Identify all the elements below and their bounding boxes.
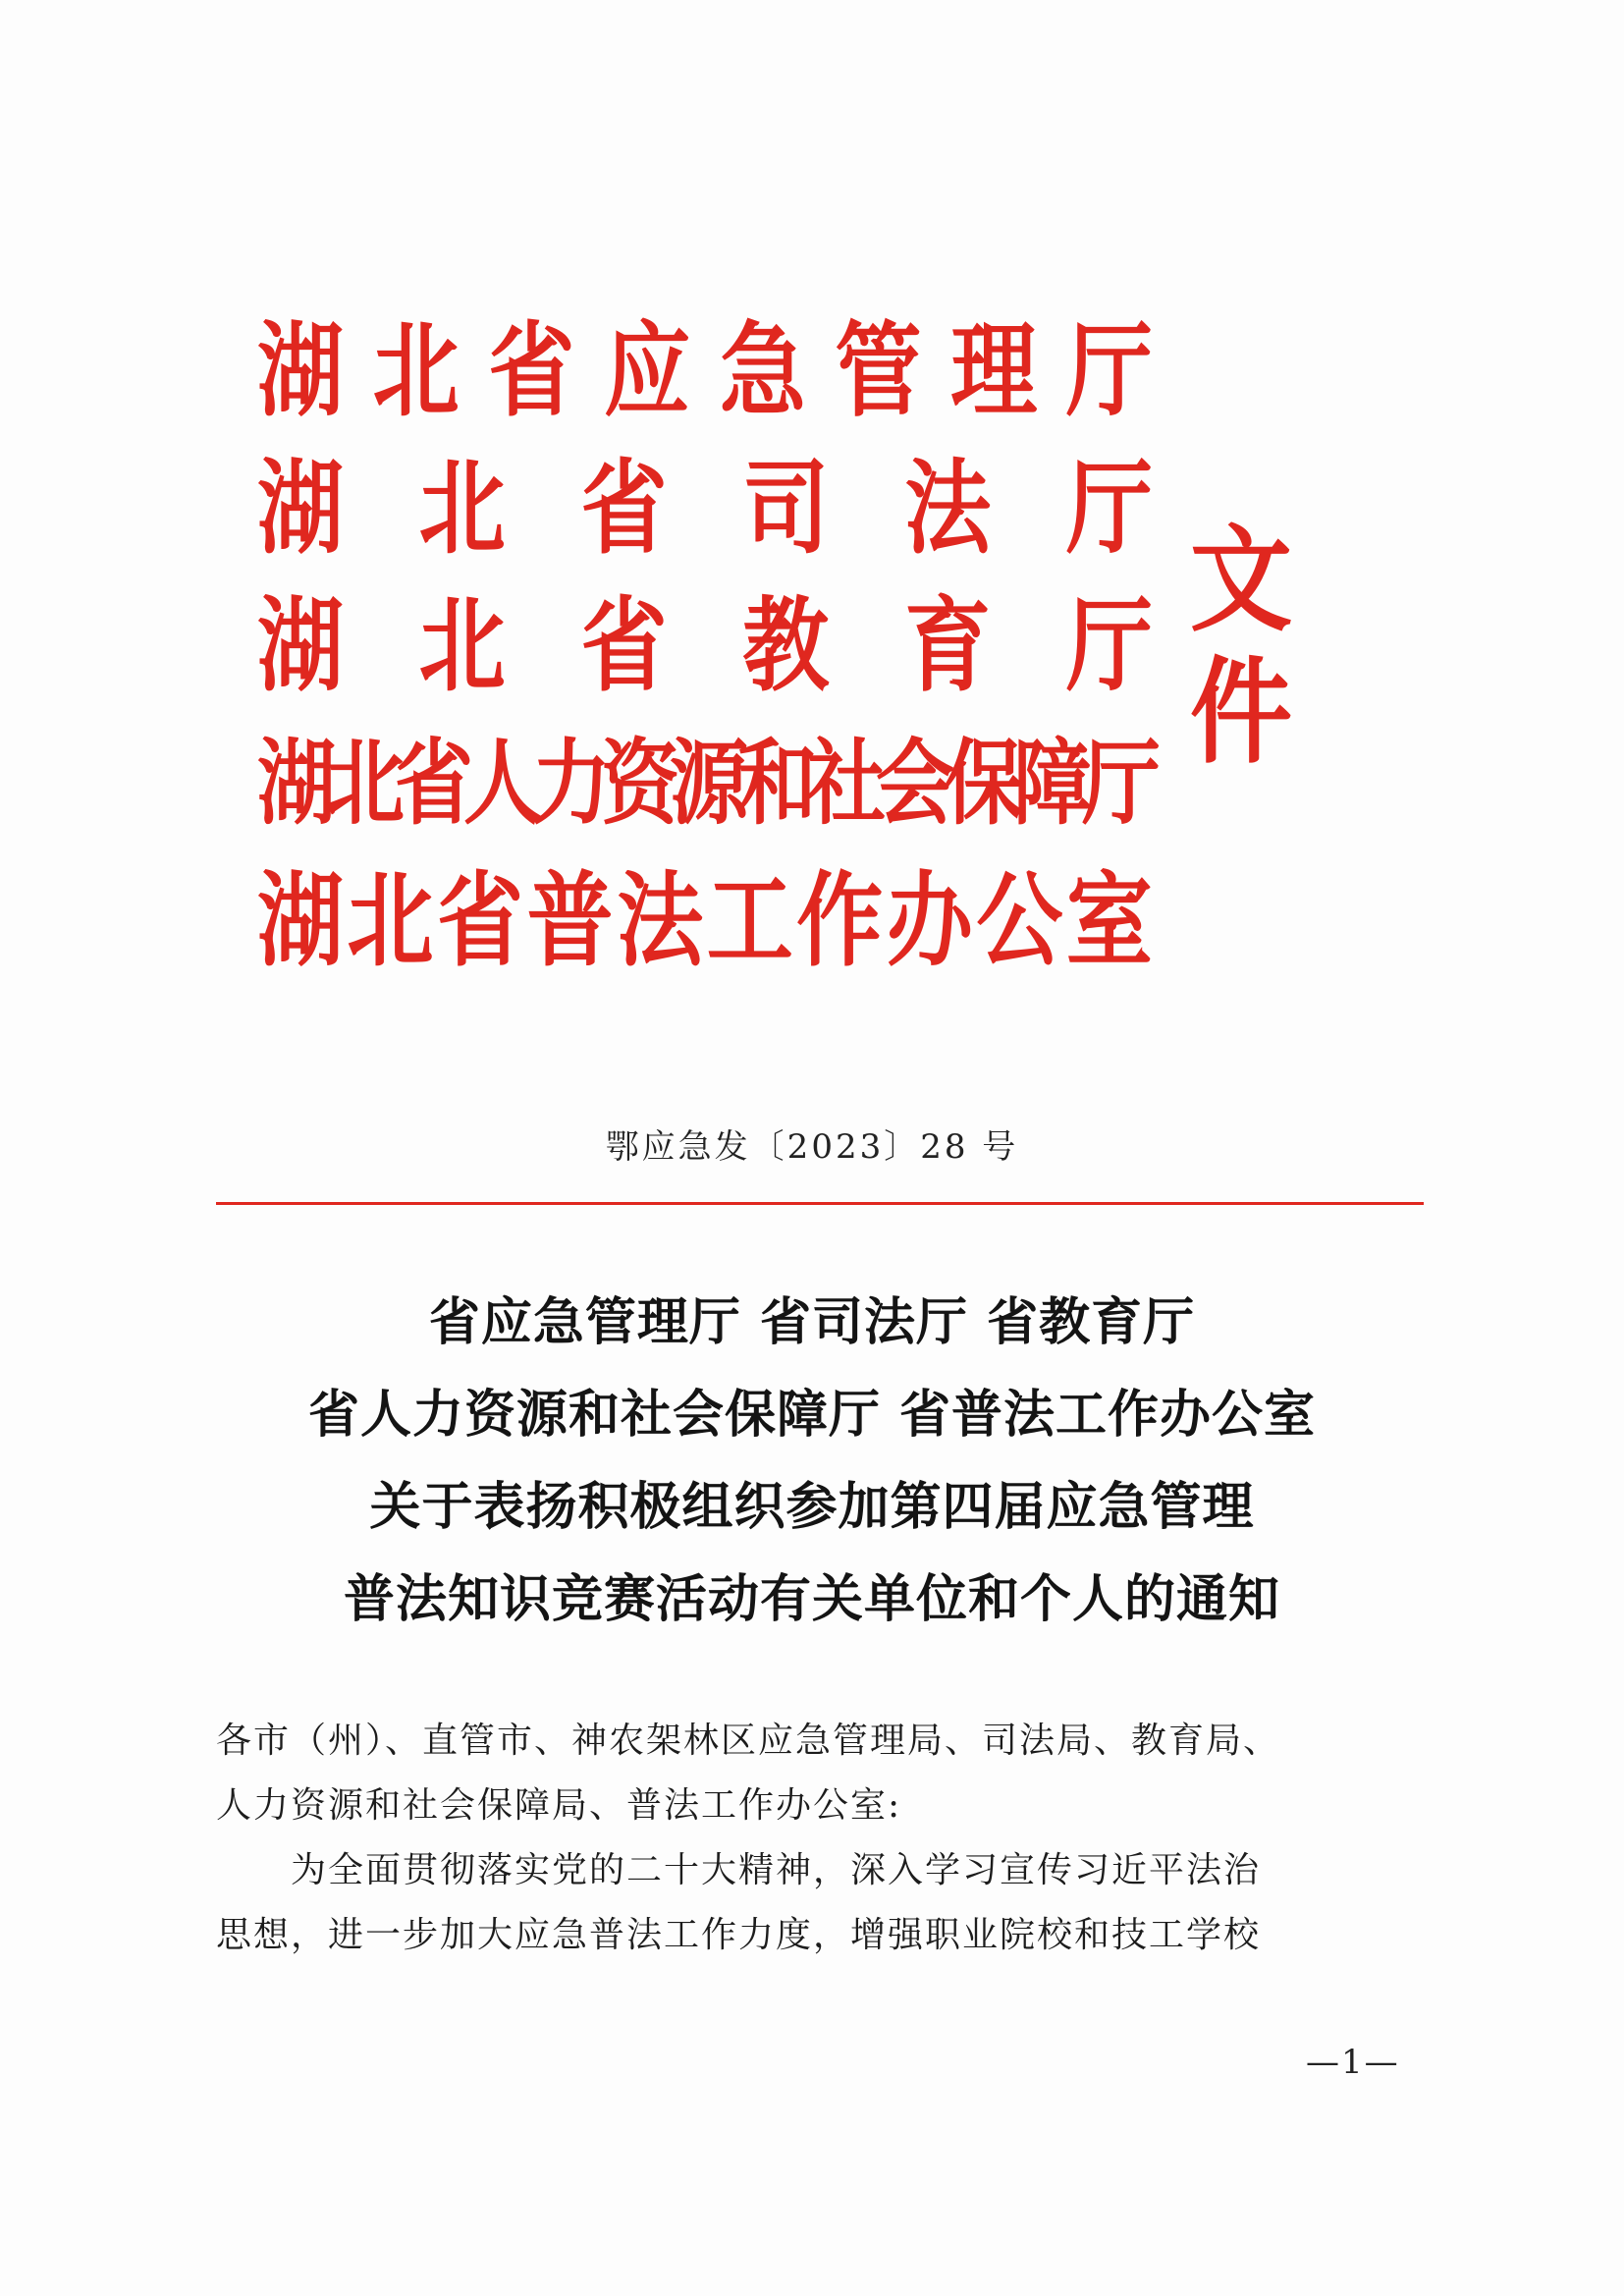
- issuer-character: 保: [945, 729, 1023, 838]
- issuer-character: 湖: [257, 448, 345, 569]
- addressee-line: 各市（州）、直管市、神农架林区应急管理局、司法局、教育局、: [216, 1721, 1281, 1761]
- issuer-line-human-resources: [257, 725, 1161, 843]
- issuer-line-justice: [257, 450, 1151, 568]
- page-number: —1—: [1306, 2043, 1400, 2082]
- title-line: 普法知识竞赛活动有关单位和个人的通知: [343, 1569, 1280, 1629]
- issuer-character: 急: [719, 310, 806, 431]
- issuer-character: 厅: [1065, 585, 1153, 706]
- issuer-character: 普: [526, 860, 614, 981]
- issuer-character: 作: [796, 860, 884, 981]
- issuer-character: 障: [1013, 729, 1092, 838]
- issuer-character: 北: [418, 448, 506, 569]
- issuer-character: 湖: [257, 729, 336, 838]
- red-masthead: [257, 312, 1386, 1019]
- issuer-character: 教: [742, 585, 830, 706]
- issuer-character: 源: [670, 729, 748, 838]
- issuer-character: 北: [326, 729, 405, 838]
- issuer-line-education: [257, 587, 1151, 705]
- issuer-character: 办: [886, 860, 973, 981]
- issuer-character: 省: [437, 860, 524, 981]
- issuer-character: 湖: [257, 860, 345, 981]
- document-suffix: 文件: [1190, 513, 1295, 780]
- issuer-character: 育: [904, 585, 992, 706]
- red-separator-rule: [216, 1202, 1424, 1205]
- issuer-character: 室: [1065, 860, 1153, 981]
- addressee-line: 人力资源和社会保障局、普法工作办公室:: [216, 1785, 902, 1826]
- issuer-character: 应: [604, 310, 691, 431]
- issuer-line-legal-publicity: [257, 862, 1151, 980]
- issuer-character: 省: [580, 585, 668, 706]
- issuer-character: 公: [976, 860, 1063, 981]
- issuer-character: 法: [904, 448, 992, 569]
- issuer-character: 人: [463, 729, 542, 838]
- issuer-character: 会: [876, 729, 954, 838]
- issuer-character: 理: [950, 310, 1038, 431]
- issuer-character: 管: [835, 310, 922, 431]
- issuer-character: 北: [372, 310, 460, 431]
- notice-body: [216, 1709, 1424, 1968]
- issuer-character: 省: [395, 729, 473, 838]
- issuer-character: 湖: [257, 310, 345, 431]
- issuer-character: 厅: [1065, 448, 1153, 569]
- issuer-character: 司: [742, 448, 830, 569]
- issuer-character: 力: [532, 729, 611, 838]
- notice-title: [147, 1277, 1477, 1646]
- issuer-line-emergency-management: [257, 312, 1151, 430]
- issuer-character: 工: [706, 860, 793, 981]
- issuer-character: 法: [617, 860, 704, 981]
- issuer-character: 资: [601, 729, 679, 838]
- issuer-character: 厅: [1065, 310, 1153, 431]
- issuer-character: 省: [580, 448, 668, 569]
- issuer-character: 和: [738, 729, 817, 838]
- issuer-character: 北: [418, 585, 506, 706]
- document-number: 鄂应急发〔2023〕28 号: [605, 1127, 1019, 1167]
- issuer-character: 省: [488, 310, 575, 431]
- issuer-character: 社: [807, 729, 886, 838]
- body-paragraph-line: 思想，进一步加大应急普法工作力度，增强职业院校和技工学校: [216, 1915, 1262, 1955]
- issuer-character: 厅: [1082, 729, 1161, 838]
- issuer-character: 湖: [257, 585, 345, 706]
- issuer-character: 北: [347, 860, 434, 981]
- body-paragraph-line: 为全面贯彻落实党的二十大精神，深入学习宣传习近平法治: [291, 1850, 1262, 1890]
- title-line: 省应急管理厅 省司法厅 省教育厅: [428, 1292, 1196, 1352]
- title-line: 省人力资源和社会保障厅 省普法工作办公室: [307, 1385, 1317, 1445]
- title-line: 关于表扬积极组织参加第四届应急管理: [369, 1477, 1255, 1537]
